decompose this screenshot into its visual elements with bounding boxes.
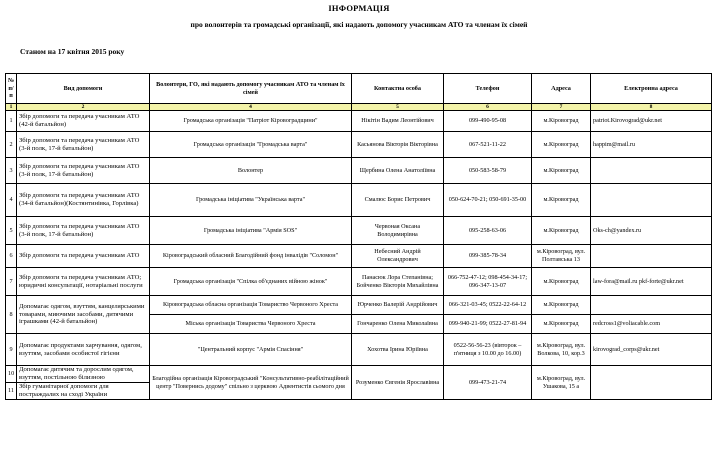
- row-email: redcross1@voliacable.com: [591, 315, 712, 334]
- row-num: 4: [6, 184, 17, 217]
- row-email: Oks-ch@yandex.ru: [591, 217, 712, 245]
- row-phone: 066-321-03-45; 0522-22-64-12: [444, 296, 532, 315]
- row-type: Збір допомоги та передача учасникам АТО; юридичні консультації, нотаріальні послуги: [17, 268, 150, 296]
- row-num: 5: [6, 217, 17, 245]
- header-type: Вид допомоги: [17, 74, 150, 104]
- row-org: Громадська організація "Патріот Кіровоградщини": [150, 111, 352, 132]
- row-contact: Юрченко Валерій Андрійович: [352, 296, 444, 315]
- row-contact: Розуменко Євгенія Ярославівна: [352, 366, 444, 400]
- row-org: Волонтер: [150, 158, 352, 184]
- table-row: [6, 245, 712, 268]
- row-email: [591, 296, 712, 315]
- row-num: 10: [6, 366, 17, 383]
- row-num: 2: [6, 132, 17, 158]
- row-address: м.Кіровоград: [532, 158, 591, 184]
- header-phone: Телефон: [444, 74, 532, 104]
- row-email: [591, 184, 712, 217]
- row-phone: 0522-56-56-23 (вівторок – п'ятниця з 10.00 до 16.00): [444, 334, 532, 366]
- row-email: [591, 158, 712, 184]
- row-phone: 099-490-95-08: [444, 111, 532, 132]
- row-org: Міська організація Товариства Червоного Хреста: [150, 315, 352, 334]
- row-type: Збір допомоги та передача учасникам АТО (42-й батальйон): [17, 111, 150, 132]
- table-row: [6, 366, 712, 383]
- row-num: 6: [6, 245, 17, 268]
- row-contact: Хохотва Ірина Юріївна: [352, 334, 444, 366]
- row-type: Збір допомоги та передача учасникам АТО: [17, 245, 150, 268]
- row-num: 3: [6, 158, 17, 184]
- row-email: happim@mail.ru: [591, 132, 712, 158]
- row-org: Громадська ініціатива "Українська варта": [150, 184, 352, 217]
- header-email: Електронна адреса: [591, 74, 712, 104]
- row-phone: 099-473-21-74: [444, 366, 532, 400]
- row-address: м.Кіровоград: [532, 111, 591, 132]
- row-num: 11: [6, 383, 17, 400]
- row-type: Допомагає продуктами харчування, одягом, взуттям, засобами особистої гігієни: [17, 334, 150, 366]
- row-org: Громадська організація "Спілка об'єднаних війною жінок": [150, 268, 352, 296]
- row-address: м.Кіровоград, вул. Волкова, 10, кор.3: [532, 334, 591, 366]
- table-row: [6, 296, 712, 315]
- row-type: Збір допомоги та передача учасникам АТО (3-й полк, 17-й батальйон): [17, 132, 150, 158]
- col-number: 5: [352, 104, 444, 111]
- row-phone: 099-385-78-34: [444, 245, 532, 268]
- header-address: Адреса: [532, 74, 591, 104]
- row-type: Допомагає одягом, взуттям, канцелярськими товарами, миючими засобами, дитячими іграшками (42-й батальйон): [17, 296, 150, 334]
- row-type: Збір допомоги та передача учасникам АТО (3-й полк, 17-й батальйон): [17, 158, 150, 184]
- row-contact: Гончаренко Олена Миколаївна: [352, 315, 444, 334]
- row-email: [591, 245, 712, 268]
- row-contact: Щербина Олена Анатоліївна: [352, 158, 444, 184]
- table-row: [6, 158, 712, 184]
- document-title: ІНФОРМАЦІЯ: [328, 3, 390, 13]
- table-row: [6, 132, 712, 158]
- row-phone: 067-521-11-22: [444, 132, 532, 158]
- header-row: [6, 74, 712, 104]
- volunteers-table: [5, 73, 712, 400]
- row-org: Кіровоградський обласний Благодійний фонд інвалідів "Соломон": [150, 245, 352, 268]
- col-number: 7: [532, 104, 591, 111]
- row-contact: Небесний Андрій Олександрович: [352, 245, 444, 268]
- col-number: 4: [150, 104, 352, 111]
- header-num: № п/п: [6, 74, 17, 104]
- row-type: Збір гуманітарної допомоги для постраждалих на сході України: [17, 383, 150, 400]
- row-contact: Червоная Оксана Володимирівна: [352, 217, 444, 245]
- row-contact: Нікітін Вадим Леонтійович: [352, 111, 444, 132]
- row-contact: Смалюс Борис Петрович: [352, 184, 444, 217]
- col-number: 2: [17, 104, 150, 111]
- row-address: м.Кіровоград: [532, 132, 591, 158]
- row-address: м.Кіровоград, вул. Ушакова, 15 а: [532, 366, 591, 400]
- column-number-row: [6, 104, 712, 111]
- row-org: Кіровоградська обласна організація Товариство Червоного Хреста: [150, 296, 352, 315]
- col-number: 8: [591, 104, 712, 111]
- row-num: 8: [6, 296, 17, 334]
- row-email: [591, 366, 712, 400]
- row-email: law-fora@mail.ru pkf-forte@ukr.net: [591, 268, 712, 296]
- col-number: 6: [444, 104, 532, 111]
- row-contact: Касьянова Вікторія Вікторівна: [352, 132, 444, 158]
- table-row: [6, 268, 712, 296]
- row-phone: 050-624-70-21; 050-691-35-00: [444, 184, 532, 217]
- row-address: м.Кіровоград: [532, 217, 591, 245]
- table-row: [6, 334, 712, 366]
- row-org: Благодійна організація Кіровоградський "Консультативно-реабілітаційний центр "Повернись додому" спільно з церквою Адвентистів сьомого дня: [150, 366, 352, 400]
- row-address: м.Кіровоград: [532, 296, 591, 315]
- row-address: м.Кіровоград: [532, 184, 591, 217]
- row-org: Громадська ініціатива "Армія SOS": [150, 217, 352, 245]
- row-type: Збір допомоги та передача учасникам АТО (34-й батальйон)(Костянтинівка, Горлівка): [17, 184, 150, 217]
- table-row: [6, 111, 712, 132]
- row-email: patriot.Kirovograd@ukr.net: [591, 111, 712, 132]
- header-org: Волонтери, ГО, які надають допомогу учасникам АТО та членам їх сімей: [150, 74, 352, 104]
- row-phone: 095-258-63-06: [444, 217, 532, 245]
- row-address: м.Кіровоград: [532, 268, 591, 296]
- row-org: Громадська організація "Громадська варта": [150, 132, 352, 158]
- as-of-date: Станом на 17 квітня 2015 року: [20, 47, 125, 56]
- row-email: kirovograd_corps@ukr.net: [591, 334, 712, 366]
- col-number: 1: [6, 104, 17, 111]
- row-contact: Панасюк Лора Степанівна; Бойченко Вікторія Михайлівна: [352, 268, 444, 296]
- row-phone: 050-583-58-79: [444, 158, 532, 184]
- row-num: 9: [6, 334, 17, 366]
- row-num: 7: [6, 268, 17, 296]
- row-address: м.Кіровоград: [532, 315, 591, 334]
- row-type: Допомагає дитячим та дорослим одягом, взуттям, постільною білизною: [17, 366, 150, 383]
- row-address: м.Кіровоград, вул. Полтавська 13: [532, 245, 591, 268]
- row-phone: 066-752-47-12; 098-454-34-17; 096-347-13-07: [444, 268, 532, 296]
- document-subtitle: про волонтерів та громадські організації, які надають допомогу учасникам АТО та членам їх сімей: [190, 20, 528, 29]
- row-org: "Центральний корпус "Армія Спасіння": [150, 334, 352, 366]
- row-phone: 099-940-21-99; 0522-27-81-94: [444, 315, 532, 334]
- row-type: Збір допомоги та передача учасникам АТО (3-й полк, 17-й батальйон): [17, 217, 150, 245]
- row-num: 1: [6, 111, 17, 132]
- table-row: [6, 184, 712, 217]
- header-contact: Контактна особа: [352, 74, 444, 104]
- table-row: [6, 217, 712, 245]
